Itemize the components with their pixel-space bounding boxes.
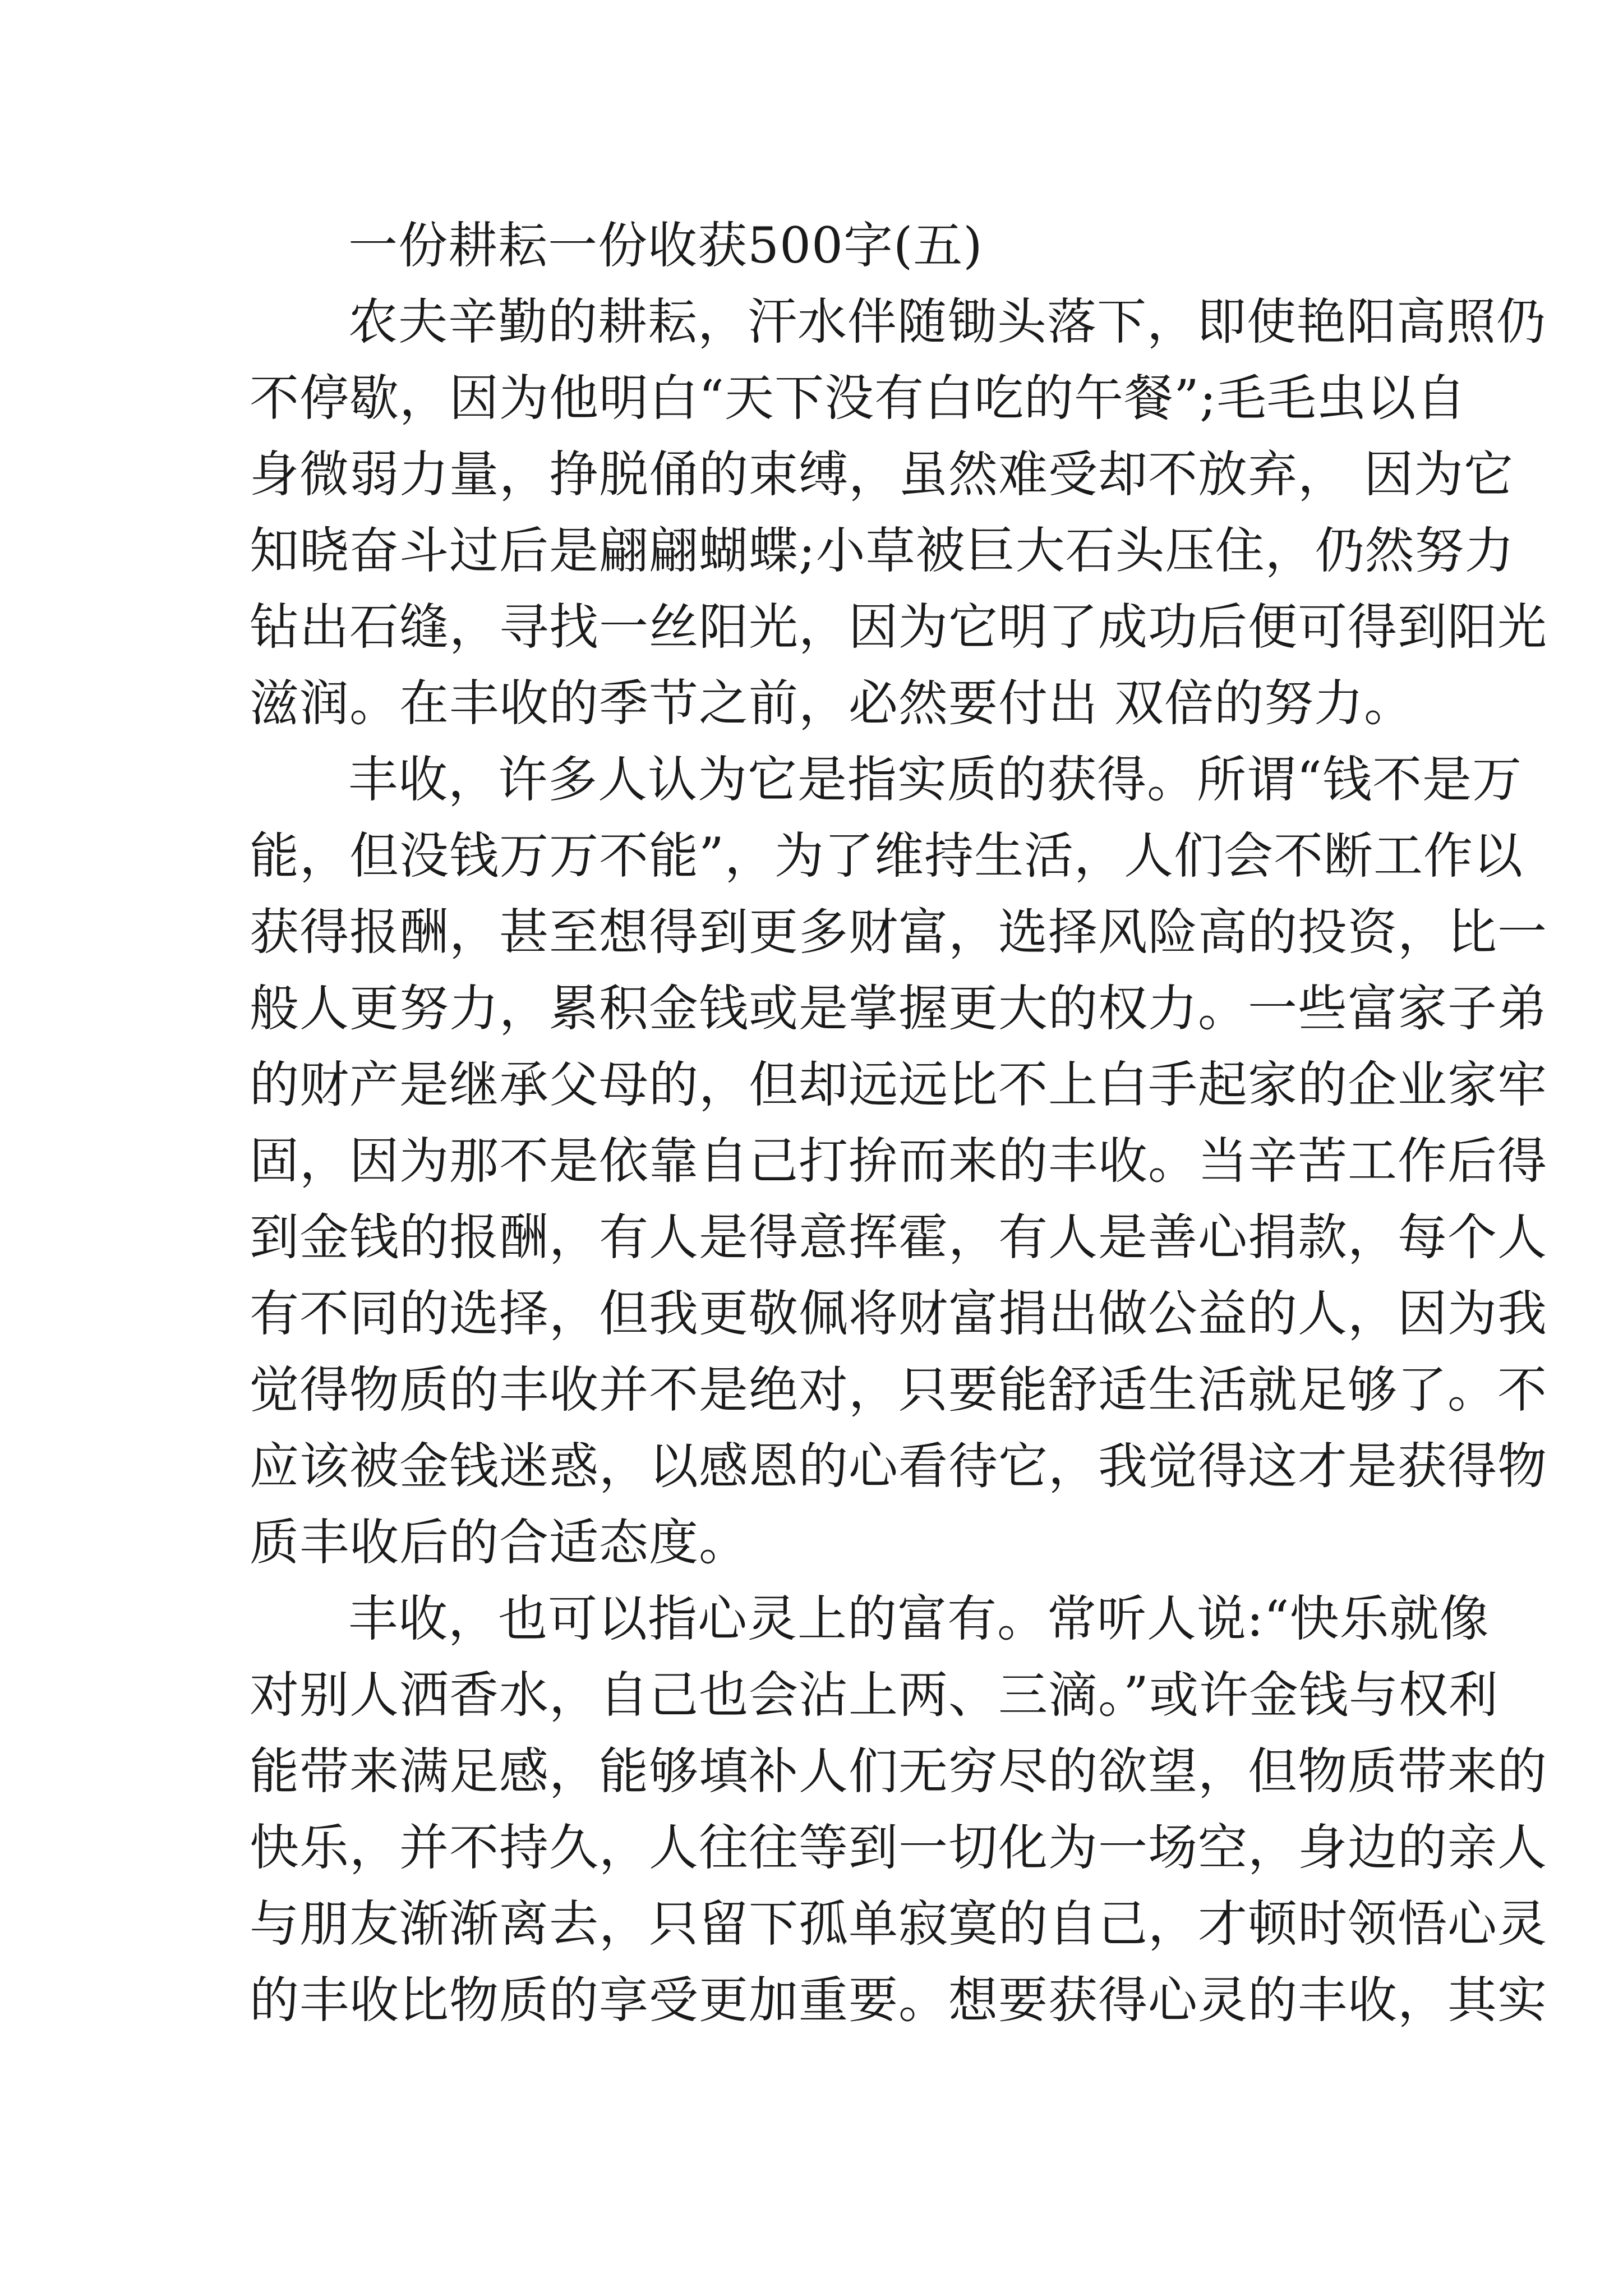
paragraph-line: 丰收，许多人认为它是指实质的获得。所谓“钱不是万 [348,751,1522,808]
paragraph-line: 与朋友渐渐离去，只留下孤单寂寞的自己，才顿时领悟心灵 [250,1895,1548,1953]
paragraph-line: 钻出石缝，寻找一丝阳光，因为它明了成功后便可得到阳光 [250,598,1548,656]
paragraph-line: 到金钱的报酬，有人是得意挥霍，有人是善心捐款，每个人 [250,1208,1548,1266]
paragraph-line: 觉得物质的丰收并不是绝对，只要能舒适生活就足够了。不 [250,1361,1548,1419]
paragraph-3 [250,1581,1548,2039]
paragraph-line: 不停歇，因为他明白“天下没有白吃的午餐”;毛毛虫以自 [250,369,1467,427]
paragraph-line: 对别人洒香水，自己也会沾上两、三滴。”或许金钱与权利 [250,1666,1498,1724]
paragraph-line: 能，但没钱万万不能”，为了维持生活，人们会不断工作以 [250,827,1523,885]
paragraph-line: 知晓奋斗过后是翩翩蝴蝶;小草被巨大石头压住，仍然努力 [250,522,1515,579]
paragraph-line: 的丰收比物质的享受更加重要。想要获得心灵的丰收，其实 [250,1971,1548,2029]
paragraph-line: 农夫辛勤的耕耘，汗水伴随锄头落下，即使艳阳高照仍 [348,293,1547,351]
document-title: 一份耕耘一份收获500字(五) [348,217,983,274]
paragraph-line: 的财产是继承父母的，但却远远比不上白手起家的企业家牢 [250,1056,1548,1114]
paragraph-1 [250,284,1548,742]
paragraph-line: 般人更努力，累积金钱或是掌握更大的权力。一些富家子弟 [250,979,1548,1037]
paragraph-line: 质丰收后的合适态度。 [250,1513,749,1571]
paragraph-line: 快乐，并不持久，人往往等到一切化为一场空，身边的亲人 [250,1819,1548,1876]
paragraph-line: 滋润。在丰收的季节之前，必然要付出 双倍的努力。 [250,674,1414,732]
paragraph-line: 有不同的选择，但我更敬佩将财富捐出做公益的人，因为我 [250,1285,1548,1342]
paragraph-line: 能带来满足感，能够填补人们无穷尽的欲望，但物质带来的 [250,1742,1548,1800]
paragraph-line: 丰收，也可以指心灵上的富有。常听人说:“快乐就像 [348,1590,1490,1648]
paragraph-line: 应该被金钱迷惑，以感恩的心看待它，我觉得这才是获得物 [250,1437,1548,1495]
document-body [250,208,1548,2039]
paragraph-line: 身微弱力量，挣脱俑的束缚，虽然难受却不放弃， 因为它 [250,445,1514,503]
paragraph-line: 获得报酬，甚至想得到更多财富，选择风险高的投资，比一 [250,903,1548,961]
paragraph-line: 固，因为那不是依靠自己打拚而来的丰收。当辛苦工作后得 [250,1132,1548,1190]
paragraph-2 [250,742,1548,1581]
